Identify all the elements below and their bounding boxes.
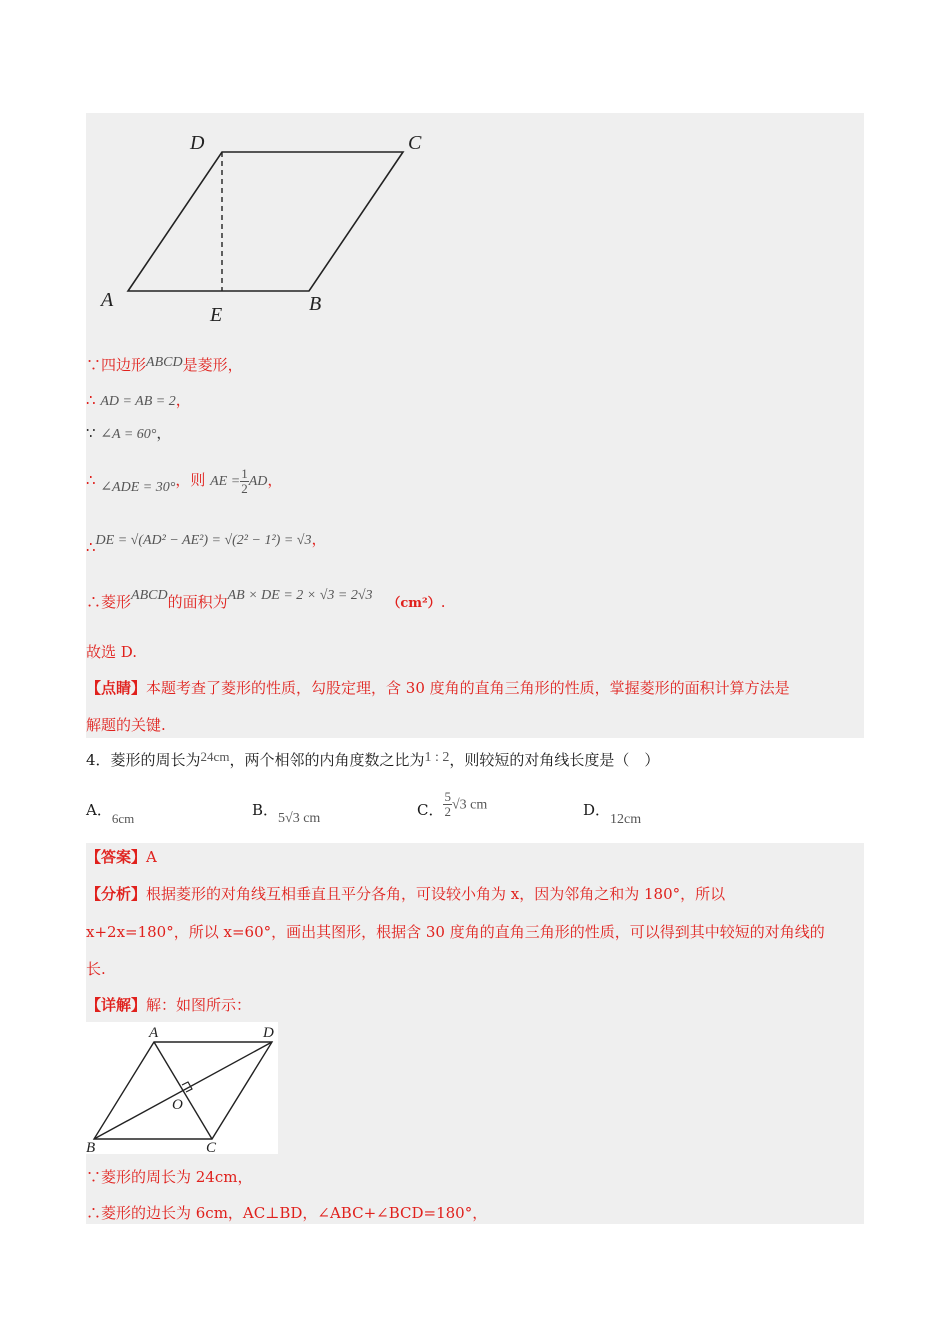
area-unit: （cm²） — [387, 596, 441, 611]
sol3-math: ∠ADE = 30° — [100, 480, 176, 495]
sol3-math: AB × DE = 2 × √3 = 2√3 — [227, 588, 373, 603]
q4-text: ，两个相邻的内角度数之比为 — [229, 751, 425, 769]
option-value: 5√3 cm — [278, 811, 321, 826]
answer-line — [86, 847, 157, 867]
tip-text: 本题考查了菱形的性质，勾股定理，含 30 度角的直角三角形的性质，掌握菱形的面积计算方法是 — [146, 679, 790, 697]
option-value: √3 cm — [451, 797, 488, 813]
sol3-math: DE = √(AD² − AE²) = √(2² − 1²) = √3 — [95, 533, 312, 548]
sol3-text: 四边形 — [101, 356, 147, 374]
answer-label: 【答案】 — [86, 848, 147, 866]
sol3-math: ∠A = 60° — [100, 427, 157, 442]
label-a: A — [101, 289, 114, 311]
label-d: D — [190, 132, 205, 154]
analysis-line-2: x+2x=180°，所以 x=60°，画出其图形，根据含 30 度角的直角三角形的性质，可以得到其中较短的对角线的 — [86, 923, 825, 941]
sol3-text: ， — [267, 471, 283, 489]
option-letter: C． — [417, 800, 444, 819]
therefore-symbol: ∴ — [86, 538, 96, 556]
option-b[interactable] — [252, 800, 321, 826]
option-c[interactable] — [417, 790, 487, 819]
sol4-line-1: ∵菱形的周长为 24cm， — [86, 1168, 253, 1186]
sol3-choice: 故选 D. — [86, 643, 138, 661]
therefore-symbol: ∴ — [86, 391, 96, 409]
sol4-line-2: ∴菱形的边长为 6cm，AC⊥BD，∠ABC+∠BCD=180°， — [86, 1204, 488, 1222]
therefore-symbol: ∴ — [86, 593, 102, 611]
sol3-math: AD = AB = 2 — [100, 394, 176, 409]
option-letter: B． — [252, 801, 279, 819]
fraction-denominator: 2 — [241, 480, 248, 496]
q4-text: ，则较短的对角线长度是（ ） — [449, 751, 660, 769]
sol3-math: AE = — [210, 474, 241, 489]
rhombus-abcd-outline — [128, 152, 403, 291]
label-c: C — [408, 132, 422, 154]
label-b: B — [309, 293, 322, 315]
because-symbol: ∵ — [86, 424, 96, 442]
fraction-numerator: 5 — [444, 789, 451, 804]
label-b2: B — [86, 1140, 96, 1154]
label-c2: C — [206, 1140, 217, 1154]
tip-label: 【点睛】 — [86, 679, 147, 697]
answer-value: A — [146, 848, 157, 866]
fraction-one-half — [240, 467, 249, 496]
sol3-line-4 — [86, 464, 282, 498]
option-value: 6cm — [111, 811, 135, 826]
sol3-math: ABCD — [131, 588, 168, 603]
label-o2: O — [172, 1097, 183, 1113]
fraction-numerator: 1 — [241, 465, 248, 481]
sol3-line-1 — [86, 355, 243, 377]
detail-label: 【详解】 — [86, 996, 147, 1014]
q4-math: 1 : 2 — [424, 750, 450, 765]
sol3-text: ， — [156, 424, 172, 442]
detail-text: 解：如图所示： — [146, 996, 252, 1014]
rhombus-figure-1 — [95, 125, 435, 335]
sol3-text: . — [440, 593, 446, 611]
detail-line — [86, 995, 251, 1015]
label-d2: D — [263, 1025, 274, 1041]
analysis-line-1 — [86, 884, 725, 904]
fraction-denominator: 2 — [444, 804, 451, 819]
sol3-text: ，则 — [175, 471, 206, 489]
option-a[interactable] — [86, 800, 135, 826]
label-e: E — [210, 304, 223, 326]
label-a2: A — [149, 1025, 159, 1041]
sol3-math: AD — [248, 474, 268, 489]
rhombus-figure-2 — [86, 1022, 278, 1154]
sol3-line-6 — [86, 587, 445, 619]
analysis-line-3: 长. — [86, 960, 106, 978]
sol3-tip-line-1 — [86, 678, 790, 698]
sol3-text: ， — [311, 530, 327, 548]
sol3-line-5 — [86, 524, 326, 556]
analysis-label: 【分析】 — [86, 885, 147, 903]
option-letter: D． — [583, 801, 611, 819]
question-4-stem — [86, 750, 659, 772]
option-d[interactable] — [583, 800, 642, 827]
option-value: 12cm — [610, 812, 642, 827]
fraction-five-halves — [443, 790, 452, 819]
therefore-symbol: ∴ — [86, 471, 96, 489]
sol3-math: ABCD — [146, 355, 183, 370]
analysis-text: 根据菱形的对角线互相垂直且平分各角，可设较小角为 x，因为邻角之和为 180°，所以 — [146, 885, 726, 903]
sol3-text: 是菱形， — [182, 356, 243, 374]
sol3-tip-line-2: 解题的关键. — [86, 716, 166, 734]
sol3-text: ， — [175, 391, 191, 409]
because-symbol: ∵ — [86, 356, 102, 374]
sol3-text: 菱形 — [101, 593, 132, 611]
q4-text: 4．菱形的周长为 — [86, 751, 201, 769]
option-letter: A． — [86, 801, 112, 819]
sol3-text: 的面积为 — [167, 593, 228, 611]
q4-math: 24cm — [200, 749, 230, 764]
sol3-line-3 — [86, 423, 171, 445]
sol3-line-2 — [86, 390, 191, 412]
